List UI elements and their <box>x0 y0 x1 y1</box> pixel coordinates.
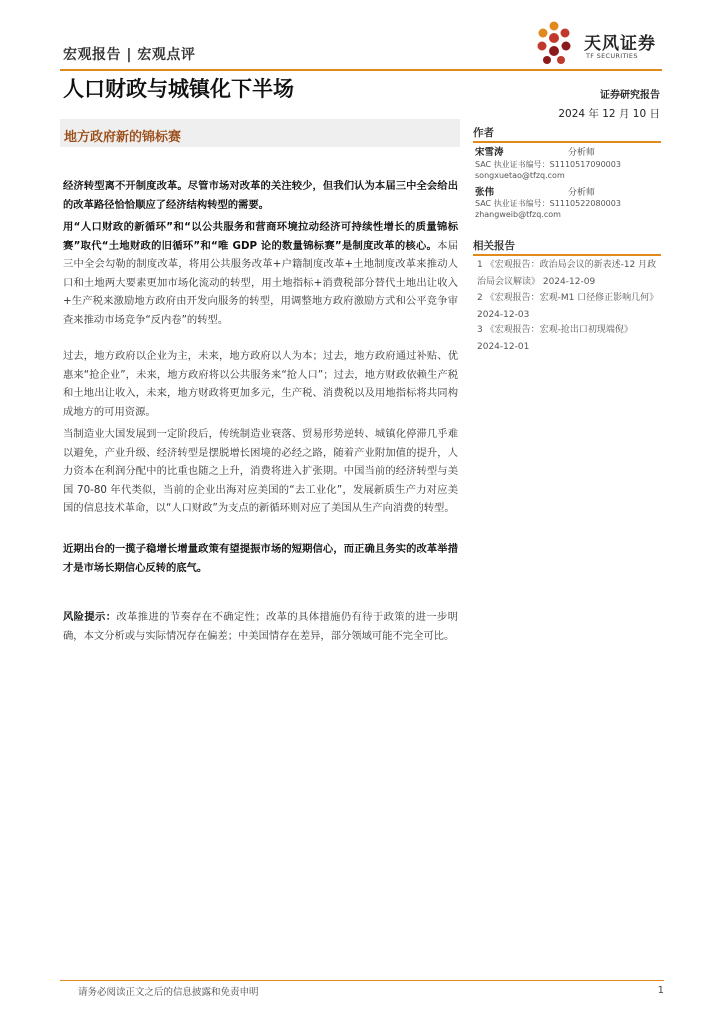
paragraph-4 <box>63 425 458 518</box>
author-cert: SAC 执业证书编号：S1110522080003 <box>475 199 621 208</box>
related-report-link[interactable]: 3 《宏观报告：宏观-抢出口初现端倪》 2024-12-01 <box>477 325 633 352</box>
author-name: 宋雪涛 <box>475 147 504 158</box>
report-type: 证券研究报告 <box>600 90 660 101</box>
author-name: 张伟 <box>475 187 495 198</box>
related-report-link[interactable]: 1 《宏观报告：政治局会议的新表述-12 月政治局会议解读》 2024-12-09 <box>477 260 657 287</box>
logo-name-cn: 天风证券 <box>584 34 656 54</box>
author-email[interactable]: songxuetao@tfzq.com <box>475 171 565 180</box>
logo-mark-icon <box>534 20 580 66</box>
risk-text: 改革推进的节奏存在不确定性；改革的具体措施仍有待于政策的进一步明确，本文分析或与实际情况存在偏差；中美国情存在差异，部分领域可能不完全可比。 <box>63 611 459 642</box>
footer-disclaimer: 请务必阅读正文之后的信息披露和免责申明 <box>78 987 259 998</box>
paragraph-3-text: 过去，地方政府以企业为主，未来，地方政府以人为本；过去，地方政府通过补贴、优惠来“抢企业”，未来，地方政府将以公共服务来“抢人口”；过去，地方财政依赖生产税和土地出让收入，未来，地方财政将更加多元，生产税、消费税以及用地指标将共同构成地方的可用资源。 <box>63 350 458 418</box>
company-logo <box>534 20 674 68</box>
related-report-link[interactable]: 2 《宏观报告：宏观-M1 口径修正影响几何》 2024-12-03 <box>477 293 659 320</box>
paragraph-2-text: 本届三中全会勾勒的制度改革，将用公共服务改革+户籍制度改革+土地制度改革来推动人口和土地两大要素更加市场化流动的转型，用土地指标+消费税部分替代土地出让收入+生产税来激励地方政府由开发向服务的转型，用调整地方政府激励方式和公平竞争审查来推动市场竞争“反内卷”的转型。 <box>63 239 458 326</box>
risk-warning <box>63 608 458 645</box>
paragraph-5 <box>63 540 458 577</box>
footer-divider <box>60 980 664 981</box>
authors-heading: 作者 <box>473 125 661 143</box>
author-email[interactable]: zhangweib@tfzq.com <box>475 210 561 219</box>
paragraph-5-text: 近期出台的一揽子稳增长增量政策有望提振市场的短期信心，而正确且务实的改革举措才是市场长期信心反转的底气。 <box>63 543 458 574</box>
paragraph-1-text: 经济转型离不开制度改革。尽管市场对改革的关注较少，但我们认为本届三中全会给出的改革路径恰恰顺应了经济结构转型的需要。 <box>63 180 458 211</box>
header-divider <box>60 69 662 71</box>
paragraph-1 <box>63 177 458 214</box>
report-category: 宏观报告 | 宏观点评 <box>63 47 196 63</box>
risk-label: 风险提示： <box>63 611 117 623</box>
page-number: 1 <box>657 985 664 996</box>
logo-name-en: TF SECURITIES <box>586 52 638 60</box>
author-role: 分析师 <box>568 148 596 158</box>
author-cert: SAC 执业证书编号：S1110517090003 <box>475 160 621 169</box>
page-title: 人口财政与城镇化下半场 <box>63 77 294 101</box>
report-date: 2024 年 12 月 10 日 <box>558 108 660 120</box>
paragraph-4-text: 当制造业大国发展到一定阶段后，传统制造业衰落、贸易形势逆转、城镇化停滞几乎难以避免，产业升级、经济转型是摆脱增长困境的必经之路，随着产业附加值的提升，人力资本在利润分配中的比重也随之上升，消费将进入扩张期。中国当前的经济转型与美国 70-80 年代类似，当前的企业出海对应美国的“去工业化”，发展新质生产力对应美国的信息技术革命，以“人口财政”为支点的新循环则对应了美国从生产向消费的转型。 <box>63 428 458 514</box>
paragraph-3 <box>63 347 458 421</box>
subtitle: 地方政府新的锦标赛 <box>64 130 182 145</box>
paragraph-2 <box>63 218 458 329</box>
author-role: 分析师 <box>568 188 596 198</box>
paragraph-2-bold: 用“人口财政的新循环”和“以公共服务和营商环境拉动经济可持续性增长的质量锦标赛”取代“土地财政的旧循环”和“唯 GDP 论的数量锦标赛”是制度改革的核心。 <box>63 221 458 252</box>
related-heading: 相关报告 <box>473 238 661 256</box>
